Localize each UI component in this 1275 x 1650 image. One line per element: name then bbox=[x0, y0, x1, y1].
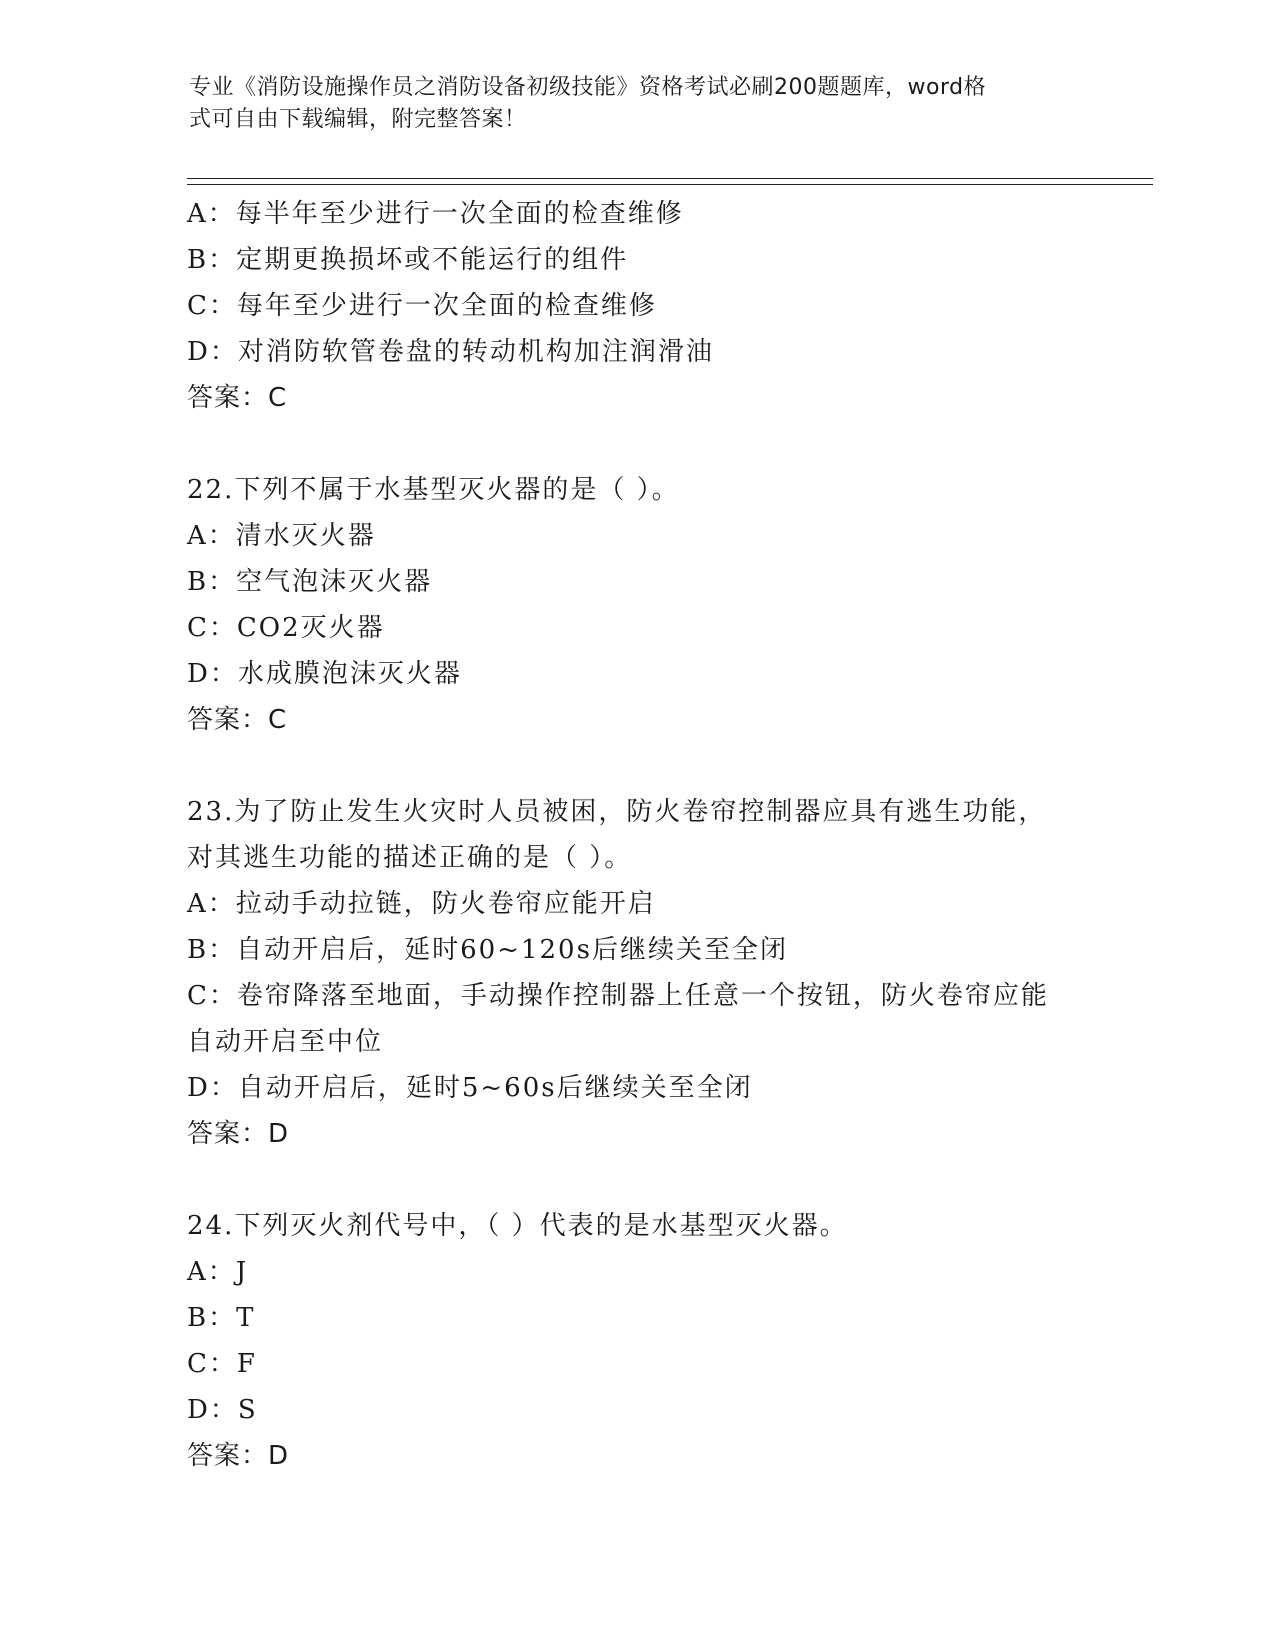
option-a: A：每半年至少进行一次全面的检查维修 bbox=[187, 199, 684, 229]
header-line-1: 专业《消防设施操作员之消防设备初级技能》资格考试必刷200题题库，word格 bbox=[189, 75, 987, 100]
option-d: D：对消防软管卷盘的转动机构加注润滑油 bbox=[187, 337, 714, 367]
option-d: D：自动开启后，延时5~60s后继续关至全闭 bbox=[187, 1073, 753, 1103]
option-a: A：J bbox=[187, 1257, 249, 1287]
question-22 bbox=[187, 467, 1087, 743]
option-a: A：拉动手动拉链，防火卷帘应能开启 bbox=[187, 889, 656, 919]
option-b: B：定期更换损坏或不能运行的组件 bbox=[187, 245, 629, 275]
question-24 bbox=[187, 1203, 1087, 1479]
question-23 bbox=[187, 789, 1087, 1157]
header-rule-bottom bbox=[187, 184, 1153, 185]
option-b: B：自动开启后，延时60~120s后继续关至全闭 bbox=[187, 935, 788, 965]
answer: 答案：D bbox=[187, 1441, 290, 1471]
header-line-2: 式可自由下载编辑，附完整答案！ bbox=[189, 107, 527, 132]
option-d: D：S bbox=[187, 1395, 258, 1425]
option-c: C：卷帘降落至地面，手动操作控制器上任意一个按钮，防火卷帘应能 bbox=[187, 981, 1049, 1011]
answer: 答案：C bbox=[187, 705, 288, 735]
document-body bbox=[187, 191, 1087, 1479]
answer: 答案：C bbox=[187, 383, 288, 413]
option-b: B：空气泡沫灭火器 bbox=[187, 567, 433, 597]
spacer bbox=[187, 421, 1087, 467]
option-c: C：每年至少进行一次全面的检查维修 bbox=[187, 291, 657, 321]
spacer bbox=[187, 743, 1087, 789]
option-b: B：T bbox=[187, 1303, 256, 1333]
document-header bbox=[189, 72, 1089, 136]
header-rule-top bbox=[187, 178, 1153, 179]
option-c-continued: 自动开启至中位 bbox=[187, 1027, 384, 1057]
option-c: C：CO2灭火器 bbox=[187, 613, 385, 643]
question-text-line-1: 23.为了防止发生火灾时人员被困，防火卷帘控制器应具有逃生功能， bbox=[187, 797, 1047, 827]
question-text: 24.下列灭火剂代号中，（ ）代表的是水基型灭火器。 bbox=[187, 1211, 848, 1241]
question-text: 22.下列不属于水基型灭火器的是（ ）。 bbox=[187, 475, 680, 505]
option-c: C：F bbox=[187, 1349, 257, 1379]
question-21 bbox=[187, 191, 1087, 421]
spacer bbox=[187, 1157, 1087, 1203]
question-text-line-2: 对其逃生功能的描述正确的是（ ）。 bbox=[187, 843, 633, 873]
option-d: D：水成膜泡沫灭火器 bbox=[187, 659, 462, 689]
answer: 答案：D bbox=[187, 1119, 290, 1149]
option-a: A：清水灭火器 bbox=[187, 521, 376, 551]
